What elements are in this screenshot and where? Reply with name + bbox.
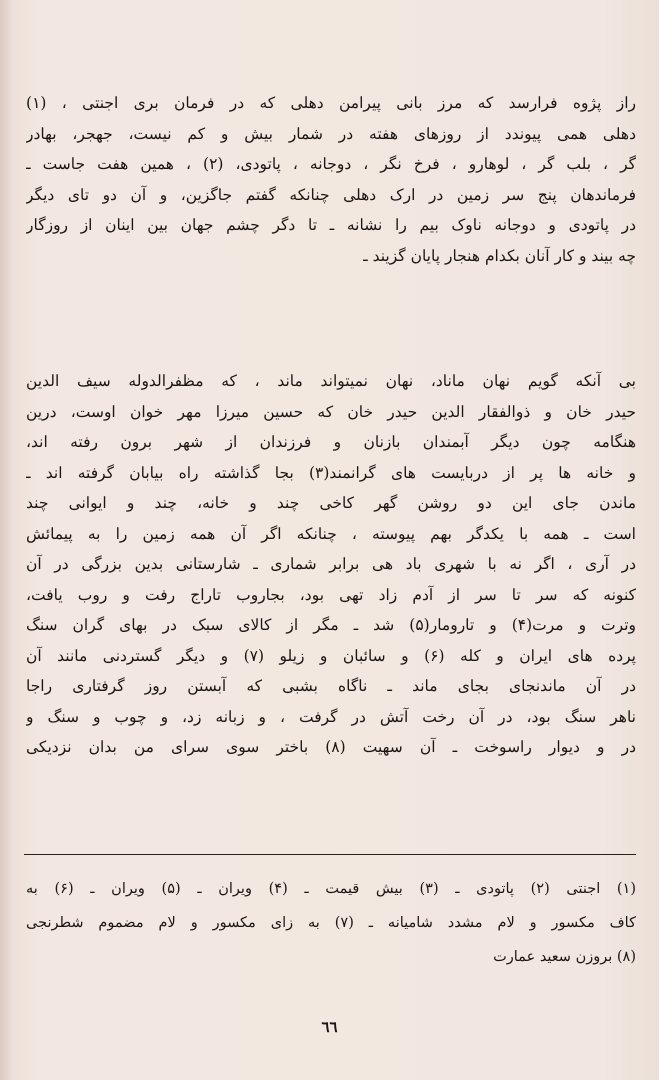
page-number: ٦٦ bbox=[321, 1018, 338, 1036]
text-line: در و دیوار راسوخت ـ آن سهیت (۸) باختر سوی سرای من بدان نزدیکی bbox=[26, 738, 636, 756]
text-line: وترت و مرت(۴) و تارومار(۵) شد ـ مگر از کالای سبک در بهای گران سنگ bbox=[26, 616, 636, 634]
footnote-line: کاف مکسور و لام مشدد شامیانه ـ (۷) به زای مکسور و لام مضموم شطرنجی bbox=[26, 915, 636, 931]
text-line: چه بیند و کار آنان بکدام هنجار پایان گزیند ـ bbox=[363, 246, 636, 265]
text-line: است ـ همه با یکدگر بهم پیوسته ، چنانکه اگر آن همه زمین را به پیمائش bbox=[26, 524, 636, 543]
paragraph-1 bbox=[26, 88, 636, 271]
text-line: راز پژوه فرارسد که مرز بانی پیرامن دهلی که در فرمان بری اجنتی ، (۱) bbox=[26, 94, 636, 112]
page-binding-edge bbox=[0, 0, 14, 1080]
footnote-line: (۸) بروزن سعید عمارت bbox=[493, 949, 636, 965]
footnote-line: (۱) اجنتی (۲) پاتودی ـ (۳) بیش قیمت ـ (۴) ویران ـ (۵) ویران ـ (۶) به bbox=[26, 881, 636, 897]
footnotes bbox=[26, 872, 636, 974]
text-line: ماندن جای این دو روشن گهر کاخی چند و خانه، چند و ایوانی چند bbox=[26, 494, 636, 512]
text-line: پرده های ایران و کله (۶) و سائبان و زیلو (۷) و دیگر گستردنی مانند آن bbox=[26, 646, 636, 665]
paragraph-2 bbox=[26, 366, 636, 763]
text-line: در آری ، اگر نه با شهری باد هی برابر شماری ـ شارستانی بدین بزرگی در آن bbox=[26, 555, 636, 573]
text-line: فرماندهان پنج سر زمین در ارک دهلی چنانکه گفتم جاگزین، و آن دو تای دیگر bbox=[26, 185, 636, 204]
text-line: ناهر سنگ بود، در آن رخت آتش در گرفت ، و زبانه زد، و چوب و سنگ و bbox=[26, 707, 636, 726]
text-line: حیدر خان و ذوالفقار الدین حیدر خان که حسین میرزا مهر خوان اوست، درین bbox=[26, 402, 636, 421]
text-line: دهلی همی پیوندد از روزهای هفته در شمار بیش و کم نیست، جهجر، بهادر bbox=[26, 124, 636, 143]
text-line: گر ، بلب گر ، لوهارو ، فرخ نگر ، دوجانه ، پاتودی، (۲) ، همین هفت جاست ـ bbox=[26, 155, 636, 173]
text-line: هنگامه چون دیگر آبمندان بازنان و فرزندان از شهر برون رفته اند، bbox=[26, 433, 636, 451]
text-line: در آن ماندنجای بجای ماند ـ ناگاه بشبی که آبستن روز گرفتاری راجا bbox=[26, 677, 636, 695]
text-line: در پاتودی و دوجانه ناوک بیم را نشانه ـ تا دگر چشم جهان بین اینان از روزگار bbox=[26, 216, 636, 234]
text-line: کنونه که سر تا سر از آدم زاد تهی بود، بجاروب تاراج رفت و روب یافت، bbox=[26, 585, 636, 604]
text-line: و خانه ها پر از دربایست های گرانمند(۳) بجا گذاشته راه بیابان گرفته اند ـ bbox=[26, 463, 636, 482]
footnote-divider bbox=[24, 854, 636, 855]
text-line: بی آنکه گویم نهان ماناد، نهان نمیتواند ماند ، که مظفرالدوله سیف الدین bbox=[26, 372, 636, 390]
